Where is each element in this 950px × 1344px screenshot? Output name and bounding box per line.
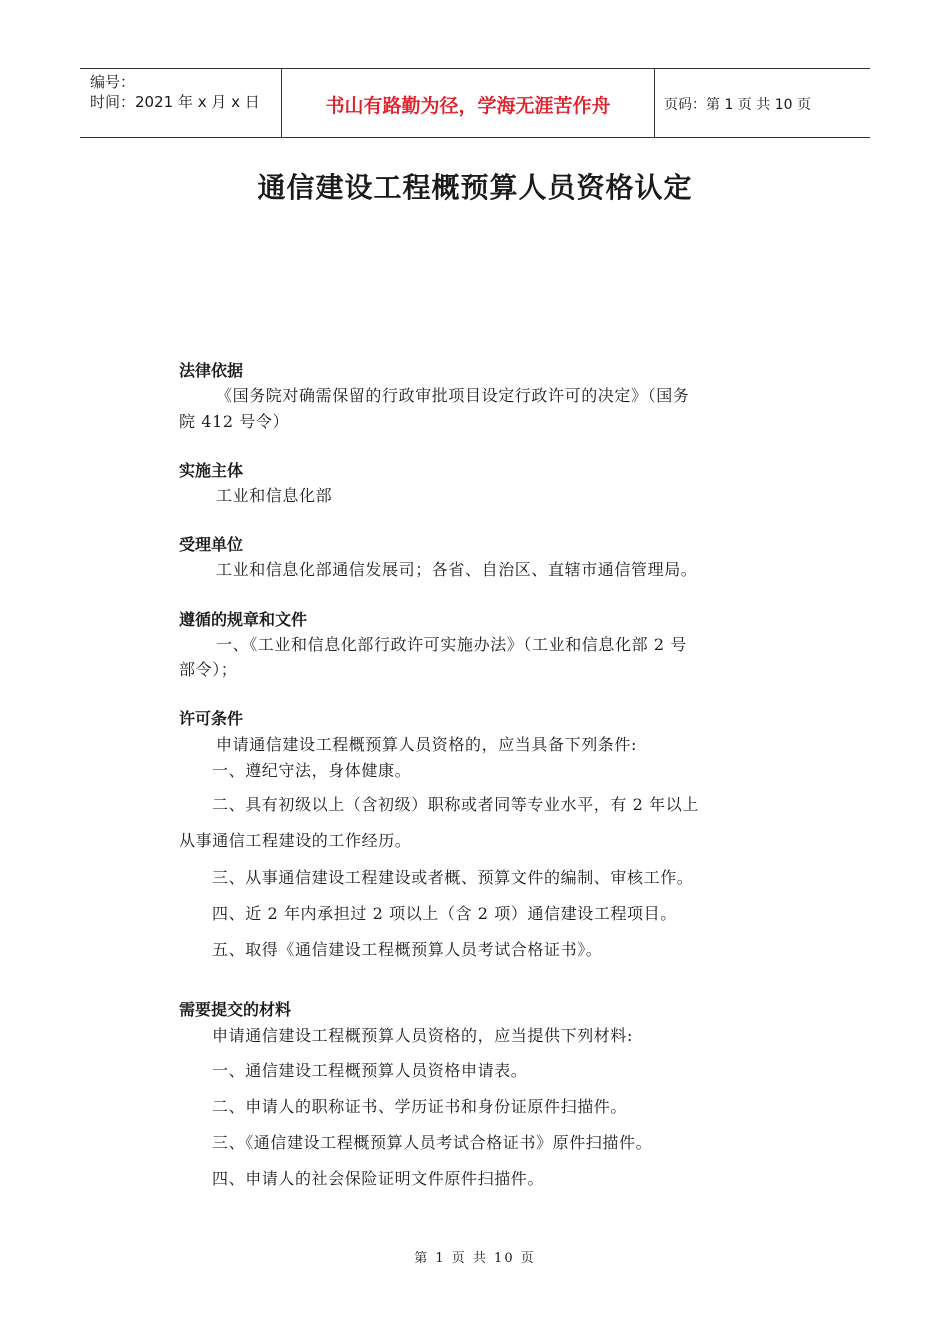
header-table [80,68,870,138]
implementer-heading: 实施主体 [179,461,244,480]
materials-line: 四、申请人的社会保险证明文件原件扫描件。 [212,1169,545,1188]
conditions-line: 五、取得《通信建设工程概预算人员考试合格证书》。 [212,940,603,959]
header-motto-cell [281,69,655,137]
conditions-line: 二、具有初级以上（含初级）职称或者同等专业水平，有 2 年以上 [212,795,699,814]
materials-line: 一、通信建设工程概预算人员资格申请表。 [212,1061,528,1080]
regulations-line: 部令）； [179,660,238,679]
materials-line: 申请通信建设工程概预算人员资格的，应当提供下列材料: [212,1026,633,1045]
materials-heading: 需要提交的材料 [179,1000,292,1019]
regulations-heading: 遵循的规章和文件 [179,610,308,629]
number-label: 编号： [90,73,136,91]
conditions-line: 四、近 2 年内承担过 2 项以上（含 2 项）通信建设工程项目。 [212,904,677,923]
conditions-line: 申请通信建设工程概预算人员资格的，应当具备下列条件: [216,735,637,754]
document-title: 通信建设工程概预算人员资格认定 [257,171,693,204]
legal-basis-heading: 法律依据 [179,361,244,380]
implementer-line: 工业和信息化部 [216,486,333,505]
conditions-heading: 许可条件 [179,709,244,728]
materials-line: 三、《通信建设工程概预算人员考试合格证书》原件扫描件。 [212,1133,653,1152]
page-label: 页码：第 1 页 共 10 页 [664,97,811,113]
header-page-cell [654,69,870,137]
conditions-line: 从事通信工程建设的工作经历。 [179,831,412,850]
conditions-line: 三、从事通信建设工程建设或者概、预算文件的编制、审核工作。 [212,868,694,887]
motto: 书山有路勤为径，学海无涯苦作舟 [325,95,611,117]
regulations-line: 一、《工业和信息化部行政许可实施办法》（工业和信息化部 2 号 [216,635,687,654]
header-meta [80,69,281,137]
acceptor-heading: 受理单位 [179,535,244,554]
legal-basis-line: 《国务院对确需保留的行政审批项目设定行政许可的决定》（国务 [216,386,690,405]
materials-line: 二、申请人的职称证书、学历证书和身份证原件扫描件。 [212,1097,628,1116]
acceptor-line: 工业和信息化部通信发展司；各省、自治区、直辖市通信管理局。 [216,560,698,579]
page-footer: 第 1 页 共 10 页 [414,1251,536,1266]
conditions-line: 一、遵纪守法，身体健康。 [212,761,412,780]
time-label: 时间：2021 年 x 月 x 日 [90,93,260,111]
legal-basis-line: 院 412 号令） [179,412,290,431]
